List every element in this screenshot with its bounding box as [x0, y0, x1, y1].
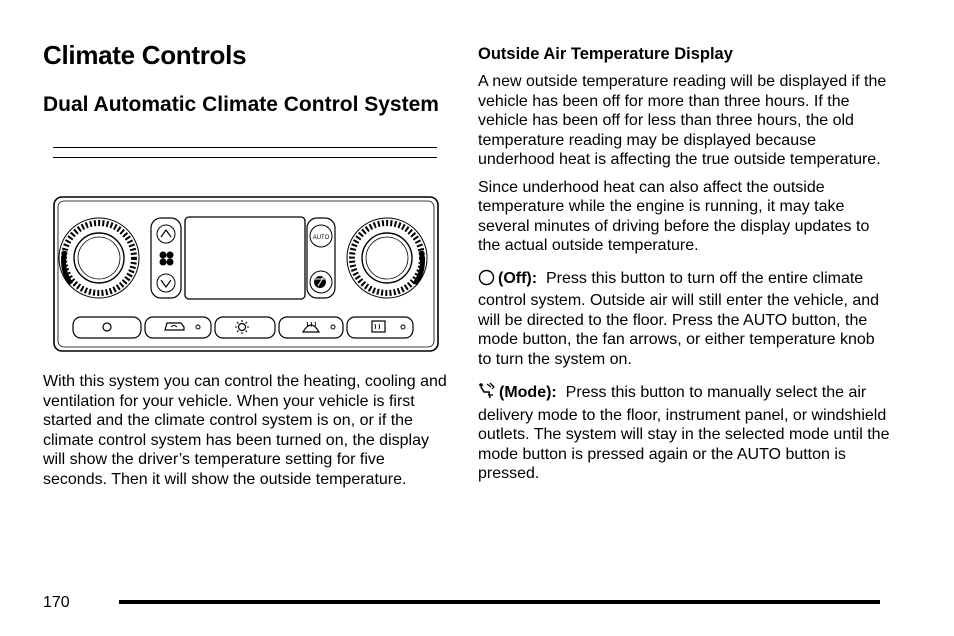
off-text: Press this button to turn off the entire climate control system. Outside air will still enter the vehicle, and will be directed to the floor. Press the AUTO button, the mode button, the fan arrows, or either temperature knob to turn the system on. — [478, 269, 880, 368]
rule-line — [53, 147, 437, 148]
intro-paragraph-block — [43, 372, 447, 489]
fan-speed-buttons — [151, 218, 181, 298]
auto-label: AUTO — [312, 235, 330, 241]
outside-temp-paragraph-1: A new outside temperature reading will be displayed if the vehicle has been off for more than three hours. If the vehicle has been off for less than three hours, the old temperature reading may be displayed because underhood heat is affecting the true outside temperature. — [478, 73, 887, 168]
right-temperature-knob — [347, 218, 427, 298]
mode-description — [478, 382, 890, 484]
right-column — [478, 45, 890, 484]
figure-top-rules — [53, 147, 437, 158]
mode-label: (Mode): — [499, 384, 557, 401]
off-description — [478, 269, 890, 370]
mode-text: Press this button to manually select the air delivery mode to the floor, instrument panel, or windshield outlets. The system will stay in the selected mode until the mode button is pressed again or the AUTO button is pressed. — [478, 384, 890, 482]
temperature-display-screen — [185, 217, 305, 299]
section-title: Climate Controls — [43, 40, 247, 70]
off-button-circle-icon — [478, 269, 495, 292]
left-temperature-knob — [59, 218, 139, 298]
left-column — [43, 40, 447, 158]
mode-airflow-person-icon — [478, 382, 496, 406]
rule-line — [53, 157, 437, 158]
outside-temp-heading: Outside Air Temperature Display — [478, 45, 733, 63]
intro-paragraph: With this system you can control the heating, cooling and ventilation for your vehicle. When your vehicle is first started and the climate control system is on, or if the climate control system has been turned on, the display will show the driver’s temperature setting for five seconds. Then it will show the outside temperature. — [43, 373, 447, 488]
page-number: 170 — [43, 594, 70, 611]
climate-control-panel-illustration — [53, 196, 439, 352]
subsection-title: Dual Automatic Climate Control System — [43, 93, 439, 116]
footer-rule — [119, 600, 880, 604]
bottom-button-row — [73, 317, 413, 338]
off-label: (Off): — [498, 269, 538, 287]
outside-temp-paragraph-2: Since underhood heat can also affect the outside temperature while the engine is running, it may take several minutes of driving before the display updates to the actual outside temperature. — [478, 178, 870, 254]
auto-mode-buttons — [307, 218, 335, 298]
